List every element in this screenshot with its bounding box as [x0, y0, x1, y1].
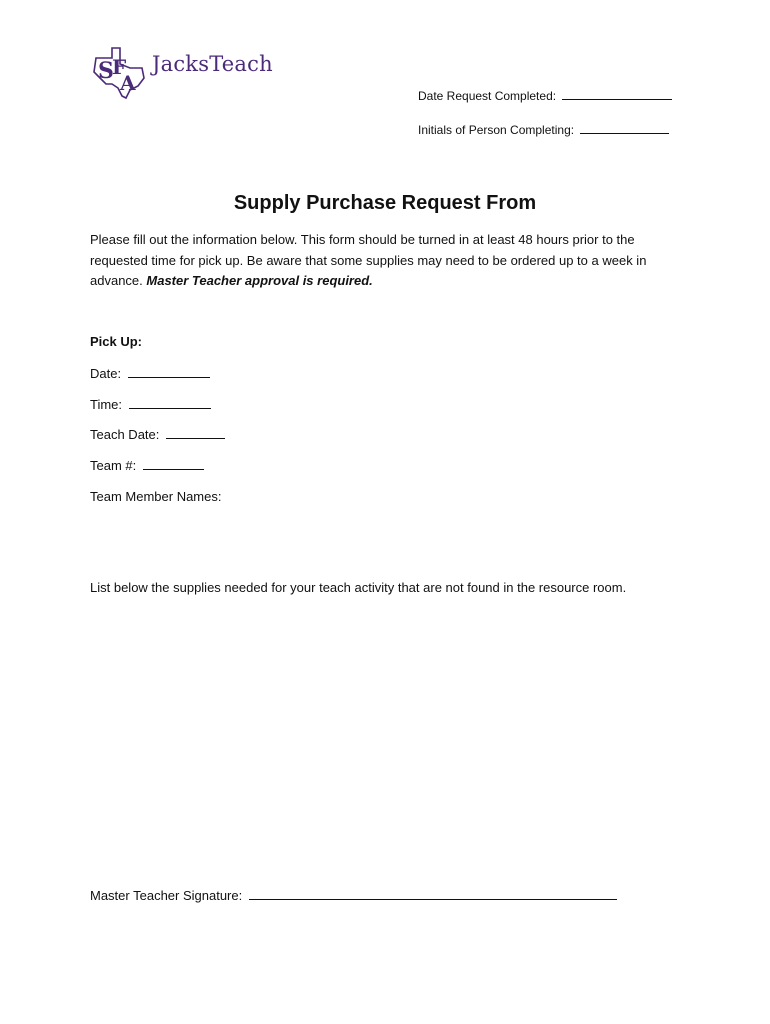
signature-blank[interactable] [249, 888, 617, 900]
svg-text:F: F [112, 55, 127, 79]
time-field [90, 397, 211, 412]
date-request-completed-blank[interactable] [562, 87, 672, 100]
date-field [90, 366, 210, 381]
initials-field [418, 121, 669, 137]
sfa-texas-logo-icon [90, 44, 150, 100]
teach-date-label: Teach Date: [90, 427, 160, 442]
signature-field [90, 888, 617, 903]
intro-text: Please fill out the information below. This form should be turned in at least 48 hours prior to the requested time for pick up. Be aware that some supplies may need to be ordered up to a week in advance. [90, 232, 647, 288]
date-blank[interactable] [128, 366, 210, 378]
supplies-instruction: List below the supplies needed for your teach activity that are not found in the resource room. [90, 580, 627, 595]
initials-label: Initials of Person Completing: [418, 123, 575, 137]
intro-paragraph [90, 230, 680, 292]
date-label: Date: [90, 366, 122, 381]
team-label: Team #: [90, 458, 137, 473]
date-request-completed-label: Date Request Completed: [418, 89, 557, 103]
jacksteach-logo [90, 40, 290, 102]
signature-label: Master Teacher Signature: [90, 888, 243, 903]
form-title: Supply Purchase Request From [233, 192, 537, 214]
team-members-label: Team Member Names: [90, 489, 222, 504]
intro-emphasis: Master Teacher approval is required. [146, 273, 373, 288]
initials-blank[interactable] [580, 121, 669, 134]
teach-date-field [90, 427, 225, 442]
svg-text:A: A [120, 71, 136, 95]
svg-text:S: S [98, 58, 114, 84]
time-blank[interactable] [129, 397, 211, 409]
team-field [90, 458, 204, 473]
date-request-completed-field [418, 87, 672, 103]
time-label: Time: [90, 397, 123, 412]
teach-date-blank[interactable] [166, 427, 225, 439]
team-blank[interactable] [143, 458, 204, 470]
pickup-heading: Pick Up: [90, 334, 143, 349]
logo-wordmark: JacksTeach [152, 52, 273, 76]
